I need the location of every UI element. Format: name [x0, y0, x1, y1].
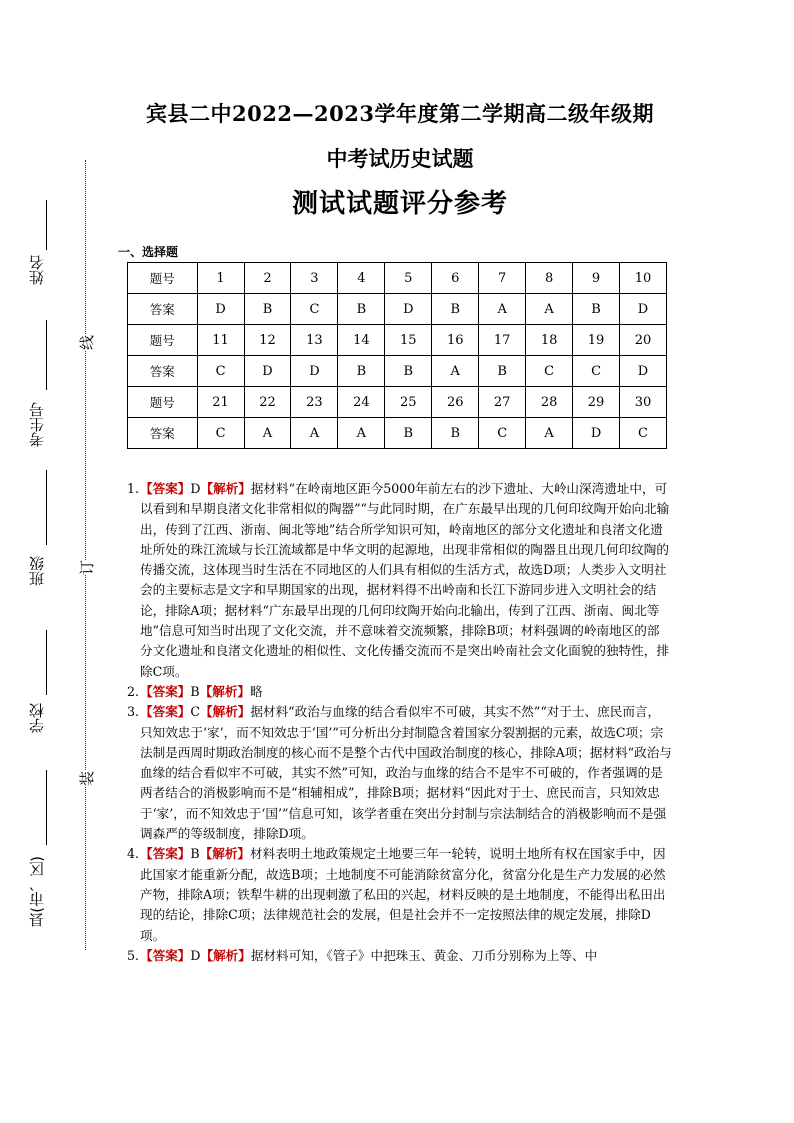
analysis-text: 材料表明土地政策规定土地要三年一轮转，说明土地所有权在国家手中，因此国家才能重新分配，故选B项；土地制度不可能消除贫富分化，贫富分化是生产力发展的必然产物，排除A项；铁犁牛耕的出现刺激了私田的兴起，材料反映的是土地制度，不能得出私田出现的结论，排除C项；法律规范社会的发展，但是社会并不一定按照法律的规定发展，排除D项。 [140, 846, 666, 943]
table-row-header: 答案 [128, 418, 198, 449]
table-cell: A [479, 294, 526, 325]
table-row-header: 答案 [128, 356, 198, 387]
table-cell: C [197, 356, 244, 387]
field-school-underline [46, 630, 47, 695]
answer-tag: 【答案】 [140, 947, 191, 963]
analysis-tag: 【解析】 [200, 481, 251, 496]
table-cell: D [197, 294, 244, 325]
table-cell: 28 [526, 387, 573, 418]
question-number: 3. [127, 704, 140, 720]
table-cell: 13 [291, 325, 338, 356]
binding-mark-bind: 装 [78, 770, 97, 787]
table-cell: B [338, 356, 385, 387]
table-cell: D [291, 356, 338, 387]
analysis-tag: 【解析】 [199, 683, 251, 699]
field-name-underline [46, 200, 47, 250]
table-cell: B [573, 294, 620, 325]
table-cell: 18 [526, 325, 573, 356]
table-cell: D [385, 294, 432, 325]
question-number: 1. [127, 481, 140, 496]
exam-title: 宾县二中2022—2023学年度第二学期高二级年级期 [146, 101, 654, 126]
table-cell: B [432, 418, 479, 449]
answer-value: B [190, 846, 200, 862]
table-cell: 11 [197, 325, 244, 356]
table-cell: B [244, 294, 291, 325]
table-cell: 30 [620, 387, 667, 418]
table-cell: 23 [291, 387, 338, 418]
table-cell: A [526, 418, 573, 449]
analysis-text: 据材料可知，《管子》中把珠玉、黄金、刀币分别称为上等、中 [250, 947, 598, 963]
table-cell: 25 [385, 387, 432, 418]
table-cell: 20 [620, 325, 667, 356]
table-cell: B [385, 356, 432, 387]
table-row-header: 题号 [128, 387, 198, 418]
table-cell: A [338, 418, 385, 449]
table-cell: 26 [432, 387, 479, 418]
field-name-label: 姓名 [28, 255, 46, 285]
answer-value: C [190, 704, 201, 720]
explanation-item [127, 682, 672, 702]
table-row-header: 答案 [128, 294, 198, 325]
analysis-tag: 【解析】 [200, 704, 251, 720]
table-cell: C [526, 356, 573, 387]
answer-table [127, 262, 667, 449]
table-cell: B [385, 418, 432, 449]
answer-key-heading: 测试试题评分参考 [291, 189, 508, 219]
analysis-tag: 【解析】 [200, 947, 251, 963]
table-row [128, 418, 667, 449]
table-row [128, 387, 667, 418]
explanation-item [127, 702, 672, 844]
table-cell: 16 [432, 325, 479, 356]
field-class-underline [46, 470, 47, 545]
field-student-id-label: 考生号 [28, 402, 46, 447]
field-county-label: 县(市、区) [28, 856, 46, 928]
analysis-tag: 【解析】 [199, 846, 251, 862]
table-cell: A [526, 294, 573, 325]
field-class-label: 班级 [28, 556, 46, 586]
table-cell: 1 [197, 263, 244, 294]
table-cell: C [620, 418, 667, 449]
table-row-header: 题号 [128, 263, 198, 294]
field-student-id-underline [46, 320, 47, 390]
table-cell: 5 [385, 263, 432, 294]
table-cell: 15 [385, 325, 432, 356]
exam-subtitle: 中考试历史试题 [326, 146, 474, 171]
table-cell: 8 [526, 263, 573, 294]
explanations-list [127, 479, 672, 966]
table-cell: D [620, 294, 667, 325]
binding-mark-line: 线 [78, 334, 97, 351]
table-cell: 7 [479, 263, 526, 294]
answer-tag: 【答案】 [140, 683, 191, 699]
table-cell: C [291, 294, 338, 325]
question-number: 4. [127, 846, 140, 862]
answer-tag: 【答案】 [140, 481, 191, 496]
analysis-text: 略 [250, 683, 263, 699]
answer-value: D [190, 947, 201, 963]
table-cell: 24 [338, 387, 385, 418]
answer-value: D [190, 481, 201, 496]
analysis-text: 据材料“政治与血缘的结合看似牢不可破，其实不然”“对于士、庶民而言，只知效忠于‘家’，而不知效忠于‘国’”可分析出分封制隐含着国家分裂割据的元素，故选C项；宗法制是西周时期政治制度的核心而不是整个古代中国政治制度的核心，排除A项；据材料“政治与血缘的结合看似牢不可破，其实不然”可知，政治与血缘的结合不是牢不可破的，作者强调的是两者结合的消极影响而不是“相辅相成”，排除B项；据材料“因此对于士、庶民而言，只知效忠于‘家’，而不知效忠于‘国’”信息可知，该学者重在突出分封制与宗法制结合的消极影响而不是强调森严的等级制度，排除D项。 [140, 704, 672, 842]
table-row-header: 题号 [128, 325, 198, 356]
answer-tag: 【答案】 [140, 704, 191, 720]
table-cell: 12 [244, 325, 291, 356]
table-cell: 17 [479, 325, 526, 356]
explanation-item [127, 844, 672, 945]
table-row [128, 356, 667, 387]
table-cell: 22 [244, 387, 291, 418]
table-cell: 4 [338, 263, 385, 294]
table-cell: 27 [479, 387, 526, 418]
binding-dotted-line [85, 160, 86, 950]
section-heading: 一、选择题 [118, 245, 179, 259]
table-row [128, 263, 667, 294]
table-cell: 10 [620, 263, 667, 294]
table-cell: B [479, 356, 526, 387]
table-cell: C [197, 418, 244, 449]
field-county-underline [46, 770, 47, 845]
table-cell: B [432, 294, 479, 325]
answer-value: B [190, 683, 200, 699]
table-cell: 9 [573, 263, 620, 294]
field-school-label: 学校 [28, 703, 46, 733]
table-cell: 29 [573, 387, 620, 418]
binding-mark-staple: 订 [78, 559, 97, 576]
table-cell: 21 [197, 387, 244, 418]
table-cell: 14 [338, 325, 385, 356]
table-cell: D [573, 418, 620, 449]
explanation-item [127, 479, 672, 682]
analysis-text: 据材料“在岭南地区距今5000年前左右的沙下遗址、大岭山深湾遗址中，可以看到和早期良渚文化非常相似的陶器”“与此同时期，在广东最早出现的几何印纹陶开始向北输出，传到了江西、浙南、闽北等地”结合所学知识可知，岭南地区的部分文化遗址和良渚文化遗址所处的珠江流域与长江流域都是中华文明的起源地，出现非常相似的陶器且出现几何印纹陶的传播交流，这体现当时生活在不同地区的人们具有相似的生活方式，故选D项；人类步入文明社会的主要标志是文字和早期国家的出现，据材料得不出岭南和长江下游同步进入文明社会的结论，排除A项；据材料“广东最早出现的几何印纹陶开始向北输出，传到了江西、浙南、闽北等地”信息可知当时出现了文化交流，并不意味着交流频繁，排除B项；材料强调的岭南地区的部分文化遗址和良渚文化遗址的相似性、文化传播交流而不是突出岭南社会文化面貌的独特性，排除C项。 [140, 481, 670, 679]
explanation-item [127, 946, 672, 966]
question-number: 2. [127, 683, 140, 699]
table-cell: 3 [291, 263, 338, 294]
answer-tag: 【答案】 [140, 846, 191, 862]
table-cell: A [244, 418, 291, 449]
table-cell: A [432, 356, 479, 387]
table-cell: C [573, 356, 620, 387]
table-cell: A [291, 418, 338, 449]
table-cell: C [479, 418, 526, 449]
table-row [128, 325, 667, 356]
table-cell: D [244, 356, 291, 387]
question-number: 5. [127, 947, 140, 963]
table-cell: 2 [244, 263, 291, 294]
table-cell: D [620, 356, 667, 387]
table-cell: B [338, 294, 385, 325]
table-row [128, 294, 667, 325]
table-cell: 19 [573, 325, 620, 356]
table-cell: 6 [432, 263, 479, 294]
